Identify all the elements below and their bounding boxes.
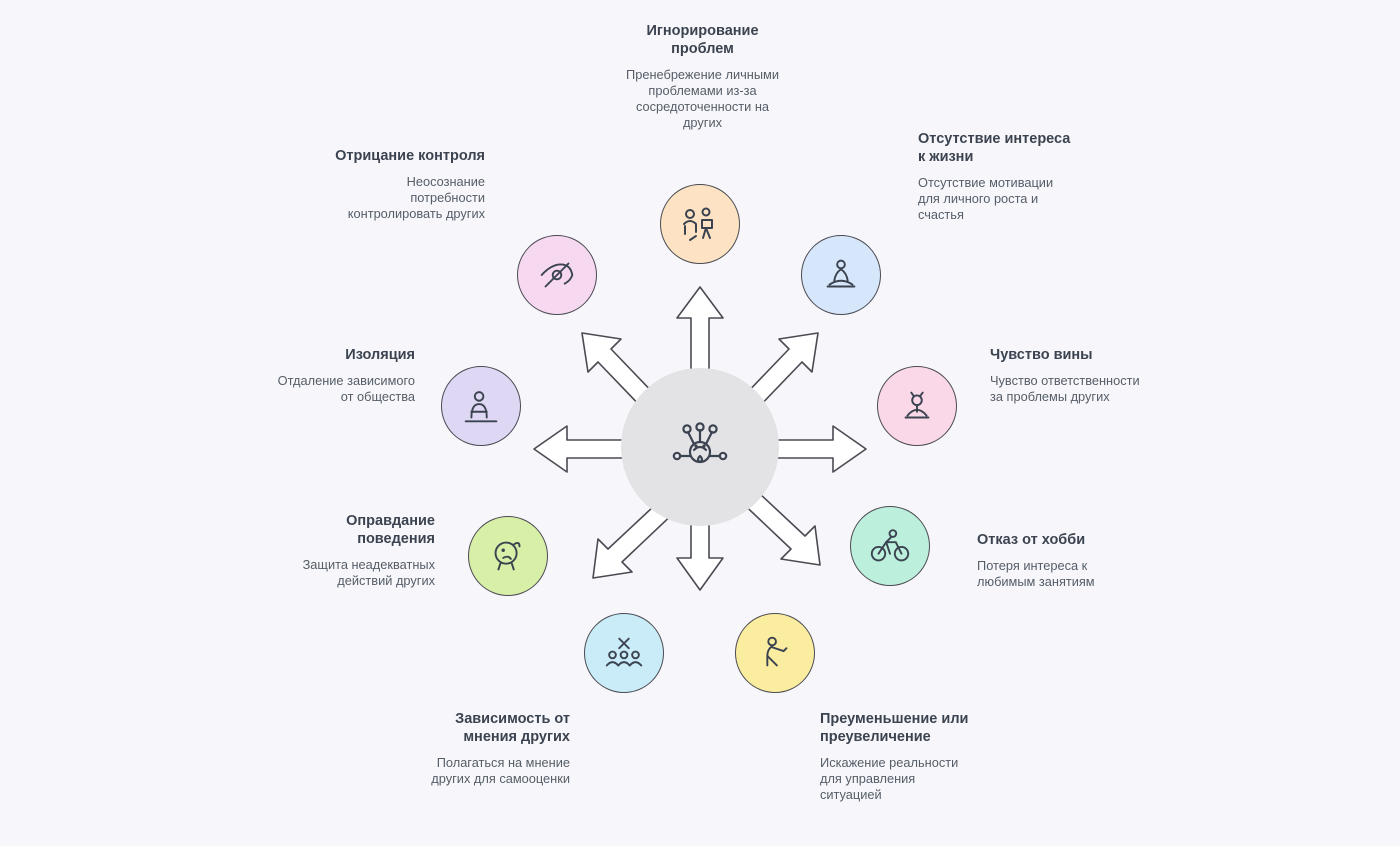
label-dependence-on-others-opinion: [420, 710, 570, 787]
node-desc: Отсутствие мотивации для личного роста и счастья: [918, 175, 1054, 222]
person-speaking-icon: [485, 533, 531, 579]
node-desc: Полагаться на мнение других для самооценки: [431, 755, 570, 786]
node-title: Игнорирование проблем: [646, 23, 759, 57]
node-isolation[interactable]: [441, 366, 521, 446]
node-desc: Защита неадекватных действий других: [302, 557, 435, 588]
stressed-person-icon: [658, 400, 742, 484]
label-no-interest-in-life: [918, 130, 1078, 223]
label-minimizing-or-exaggerating: [820, 710, 980, 803]
node-dependence-on-others-opinion[interactable]: [584, 613, 664, 693]
person-head-icon: [894, 383, 940, 429]
node-desc: Неосознание потребности контролировать других: [347, 174, 485, 221]
node-denial-of-control[interactable]: [517, 235, 597, 315]
node-title: Отсутствие интереса к жизни: [918, 131, 1071, 165]
node-minimizing-or-exaggerating[interactable]: [735, 613, 815, 693]
node-title: Оправдание поведения: [346, 513, 435, 547]
label-ignoring-problems: [620, 22, 785, 131]
node-title: Отрицание контроля: [335, 148, 485, 164]
node-guilt[interactable]: [877, 366, 957, 446]
label-denial-of-control: [330, 147, 485, 222]
cyclist-icon: [867, 523, 913, 569]
eye-crossed-icon: [534, 252, 580, 298]
person-sitting-icon: [818, 252, 864, 298]
label-guilt: [990, 346, 1155, 405]
node-desc: Потеря интереса к любимым занятиям: [977, 558, 1095, 589]
crowd-icon: [601, 630, 647, 676]
label-justifying-behavior: [270, 512, 435, 589]
node-title: Чувство вины: [990, 347, 1093, 363]
node-ignoring-problems[interactable]: [660, 184, 740, 264]
node-no-interest-in-life[interactable]: [801, 235, 881, 315]
node-title: Отказ от хобби: [977, 532, 1086, 548]
node-title: Зависимость от мнения других: [455, 711, 570, 745]
node-desc: Искажение реальности для управления ситуацией: [820, 755, 959, 802]
people-group-icon: [676, 200, 724, 248]
node-title: Преуменьшение или преувеличение: [820, 711, 969, 745]
node-desc: Отдаление зависимого от общества: [277, 373, 415, 404]
node-justifying-behavior[interactable]: [468, 516, 548, 596]
node-title: Изоляция: [345, 347, 415, 363]
node-desc: Пренебрежение личными проблемами из-за сосредоточенности на других: [626, 67, 779, 130]
label-giving-up-hobbies: [977, 531, 1137, 590]
node-desc: Чувство ответственности за проблемы других: [990, 373, 1140, 404]
lonely-person-icon: [458, 383, 504, 429]
label-isolation: [265, 346, 415, 405]
node-giving-up-hobbies[interactable]: [850, 506, 930, 586]
person-pointing-icon: [752, 630, 798, 676]
